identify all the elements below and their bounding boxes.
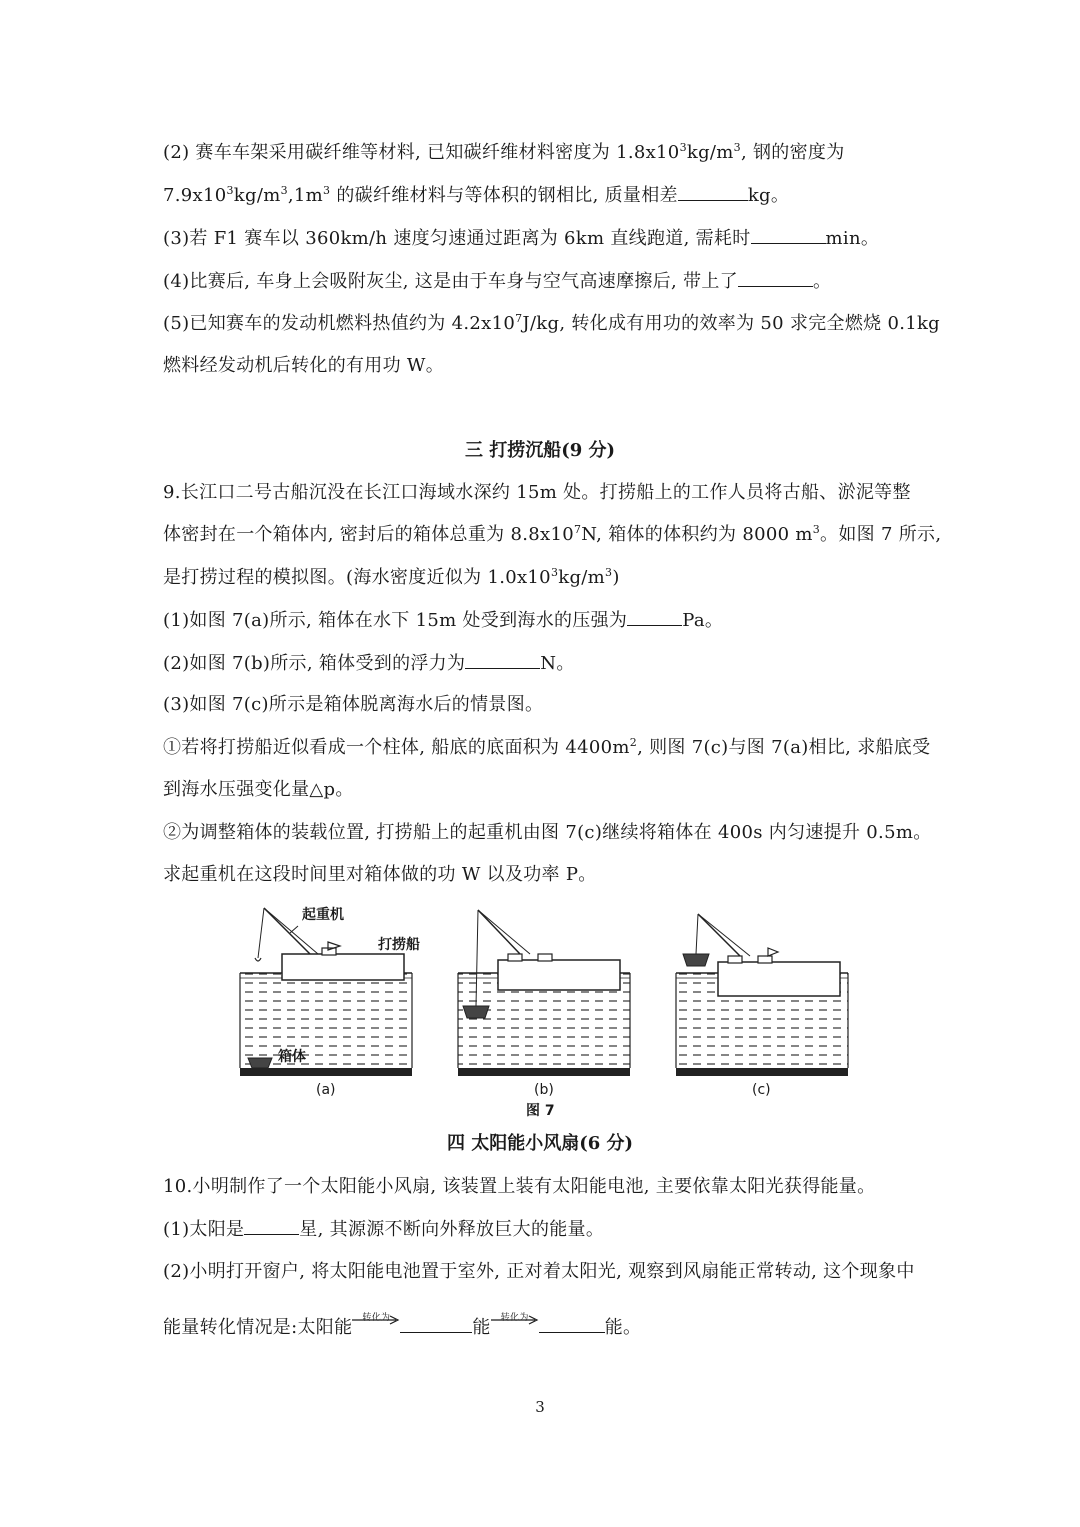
question-8-2-line-1: (2) 赛车车架采用碳纤维等材料, 已知碳纤维材料密度为 $1.8x10^3kg/m^3$, 钢的密度为	[163, 141, 845, 163]
panel-b	[458, 910, 630, 1076]
question-8-4: (4)比赛后, 车身上会吸附灰尘, 这是由于车身与空气高速摩擦后, 带上了 。	[163, 268, 923, 295]
question-9-1: (1)如图 7(a)所示, 箱体在水下 15m 处受到海水的压强为 Pa。	[163, 607, 923, 634]
right-arrow-icon	[352, 1315, 400, 1325]
question-9-3-2-line-1: ②为调整箱体的装载位置, 打捞船上的起重机由图 7(c)继续将箱体在 400s 内匀速提升 0.5m。	[163, 822, 932, 843]
panel-c	[676, 914, 848, 1076]
answer-blank[interactable]	[627, 607, 682, 626]
answer-blank[interactable]	[539, 1314, 605, 1333]
answer-blank[interactable]	[244, 1216, 299, 1235]
question-8-5-line-1: (5)已知赛车的发动机燃料热值约为 $4.2x10^7J/kg$, 转化成有用功的效率为 50 求完全燃烧 0.1kg	[163, 312, 940, 334]
question-8-2-line-2: $7.9x10^3kg/m^3,1m^3$ 的碳纤维材料与等体积的钢相比, 质量相差 kg。	[163, 184, 790, 206]
crane-label: 起重机	[302, 907, 344, 923]
right-arrow-icon	[491, 1315, 539, 1325]
figure-7	[230, 898, 860, 1123]
question-9-3-1-line-2: 到海水压强变化量△p。	[163, 779, 354, 800]
panel-b-label: (b)	[534, 1082, 554, 1098]
conversion-arrow: 转化为	[491, 1307, 539, 1333]
section-3-heading: 三 打捞沉船(9 分)	[464, 440, 616, 461]
question-10-1: (1)太阳是 星, 其源源不断向外释放巨大的能量。	[163, 1216, 923, 1243]
answer-blank[interactable]	[465, 650, 540, 669]
question-9-3-1-line-1: ①若将打捞船近似看成一个柱体, 船底的底面积为 $4400m^2$, 则图 7(c)与图 7(a)相比, 求船底受	[163, 736, 931, 758]
question-10-2-line-2: 能量转化情况是:太阳能 转化为 能 转化为 能。	[163, 1307, 923, 1341]
question-9-intro-line-1: 9.长江口二号古船沉没在长江口海域水深约 15m 处。打捞船上的工作人员将古船、淤泥等整	[163, 482, 911, 503]
answer-blank[interactable]	[751, 225, 826, 244]
question-9-2: (2)如图 7(b)所示, 箱体受到的浮力为 N。	[163, 650, 923, 677]
question-9-3: (3)如图 7(c)所示是箱体脱离海水后的情景图。	[163, 694, 544, 715]
ship-label: 打捞船	[378, 937, 420, 953]
question-9-intro-line-2: 体密封在一个箱体内, 密封后的箱体总重为 $8.8x10^7N$, 箱体的体积约为 8000 $m^3$。如图 7 所示,	[163, 523, 942, 545]
question-8-3: (3)若 F1 赛车以 360km/h 速度匀速通过距离为 6km 直线跑道, 需耗时 min。	[163, 225, 923, 252]
figure-caption: 图 7	[526, 1103, 555, 1119]
answer-blank[interactable]	[738, 268, 813, 287]
section-4-heading: 四 太阳能小风扇(6 分)	[446, 1133, 634, 1154]
panel-a-label: (a)	[316, 1082, 336, 1098]
box-label: 箱体	[278, 1049, 306, 1065]
conversion-arrow: 转化为	[352, 1307, 400, 1333]
page-number: 3	[535, 1398, 545, 1416]
question-10-2-line-1: (2)小明打开窗户, 将太阳能电池置于室外, 正对着太阳光, 观察到风扇能正常转动, 这个现象中	[163, 1261, 915, 1282]
answer-blank[interactable]	[678, 182, 748, 201]
question-10-intro: 10.小明制作了一个太阳能小风扇, 该装置上装有太阳能电池, 主要依靠太阳光获得能量。	[163, 1176, 876, 1197]
question-8-5-line-2: 燃料经发动机后转化的有用功 W。	[163, 355, 445, 376]
question-9-intro-line-3: 是打捞过程的模拟图。(海水密度近似为 $1.0x10^3kg/m^3$)	[163, 566, 620, 588]
question-9-3-2-line-2: 求起重机在这段时间里对箱体做的功 W 以及功率 P。	[163, 864, 597, 885]
panel-c-label: (c)	[752, 1082, 771, 1098]
answer-blank[interactable]	[400, 1314, 472, 1333]
